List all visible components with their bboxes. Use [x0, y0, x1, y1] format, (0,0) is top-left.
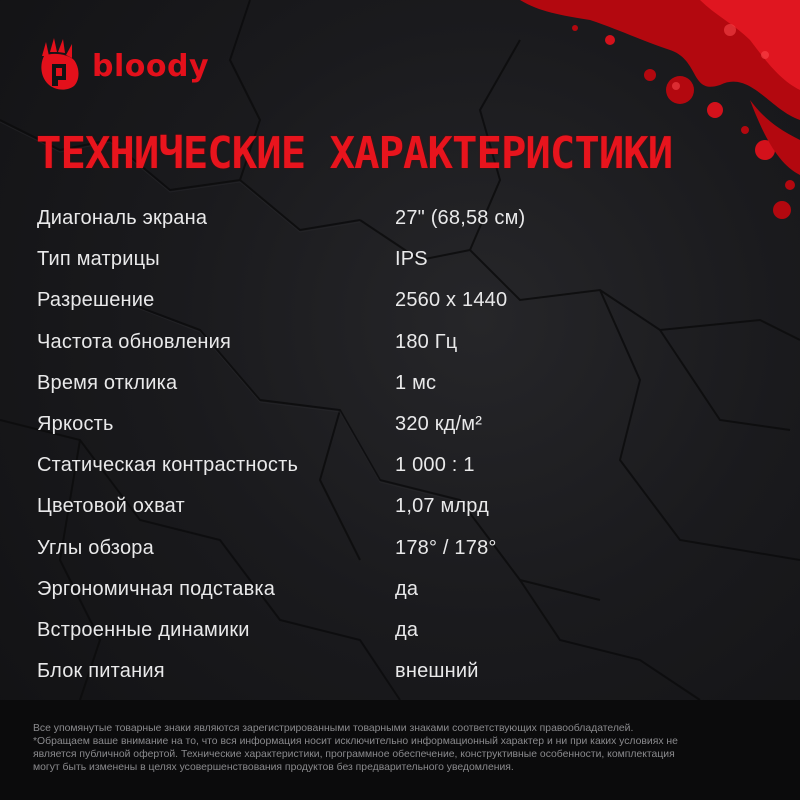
spec-row	[37, 198, 757, 239]
spec-label: Углы обзора	[37, 536, 154, 559]
spec-row	[37, 569, 757, 610]
spec-row	[37, 528, 757, 569]
spec-row	[37, 363, 757, 404]
spec-label: Разрешение	[37, 289, 155, 312]
disclaimer-line: могут быть изменены в целях усовершенствования продуктов без предварительного уведомления.	[33, 762, 514, 773]
spec-value: да	[395, 618, 419, 641]
spec-label: Время отклика	[37, 371, 178, 394]
spec-label: Статическая контрастность	[37, 454, 299, 477]
spec-value: да	[395, 577, 419, 600]
spec-label: Эргономичная подставка	[37, 577, 276, 600]
spec-label: Цветовой охват	[37, 495, 185, 518]
spec-row	[37, 322, 757, 363]
page-title: ТЕХНИЧЕСКИЕ ХАРАКТЕРИСТИКИ	[36, 128, 673, 179]
brand-name: bloody	[92, 48, 210, 84]
spec-label: Частота обновления	[37, 330, 232, 353]
disclaimer-line: *Обращаем ваше внимание на то, что вся информация носит исключительно информационный характер и ни при каких условиях не	[33, 736, 678, 747]
spec-value: 320 кд/м²	[395, 413, 483, 436]
spec-value: 2560 х 1440	[395, 289, 508, 312]
spec-label: Тип матрицы	[37, 248, 160, 271]
spec-row	[37, 404, 757, 445]
spec-row	[37, 651, 757, 692]
disclaimer	[33, 722, 763, 774]
spec-row	[37, 239, 757, 280]
spec-label: Встроенные динамики	[37, 618, 250, 641]
disclaimer-line: Все упомянутые товарные знаки являются зарегистрированными товарными знаками соответствующих правообладателей.	[33, 723, 634, 734]
spec-table	[37, 198, 757, 692]
spec-value: 180 Гц	[395, 330, 458, 353]
spec-row	[37, 445, 757, 486]
spec-value: 178° / 178°	[395, 536, 497, 559]
spec-value: IPS	[395, 248, 428, 271]
spec-value: 27" (68,58 см)	[395, 207, 526, 230]
spec-row	[37, 610, 757, 651]
spec-value: 1 мс	[395, 371, 437, 394]
spec-label: Диагональ экрана	[37, 207, 208, 230]
disclaimer-line: является публичной офертой. Технические характеристики, программное обеспечение, конструктивные особенности, комплектация	[33, 749, 675, 760]
spec-value: внешний	[395, 660, 479, 683]
spec-value: 1,07 млрд	[395, 495, 490, 518]
spec-label: Блок питания	[37, 660, 165, 683]
spec-value: 1 000 : 1	[395, 454, 475, 477]
spec-label: Яркость	[37, 413, 114, 436]
spec-row	[37, 486, 757, 527]
brand-logo	[36, 38, 209, 94]
spec-row	[37, 280, 757, 321]
bloody-hand-icon	[36, 38, 84, 94]
